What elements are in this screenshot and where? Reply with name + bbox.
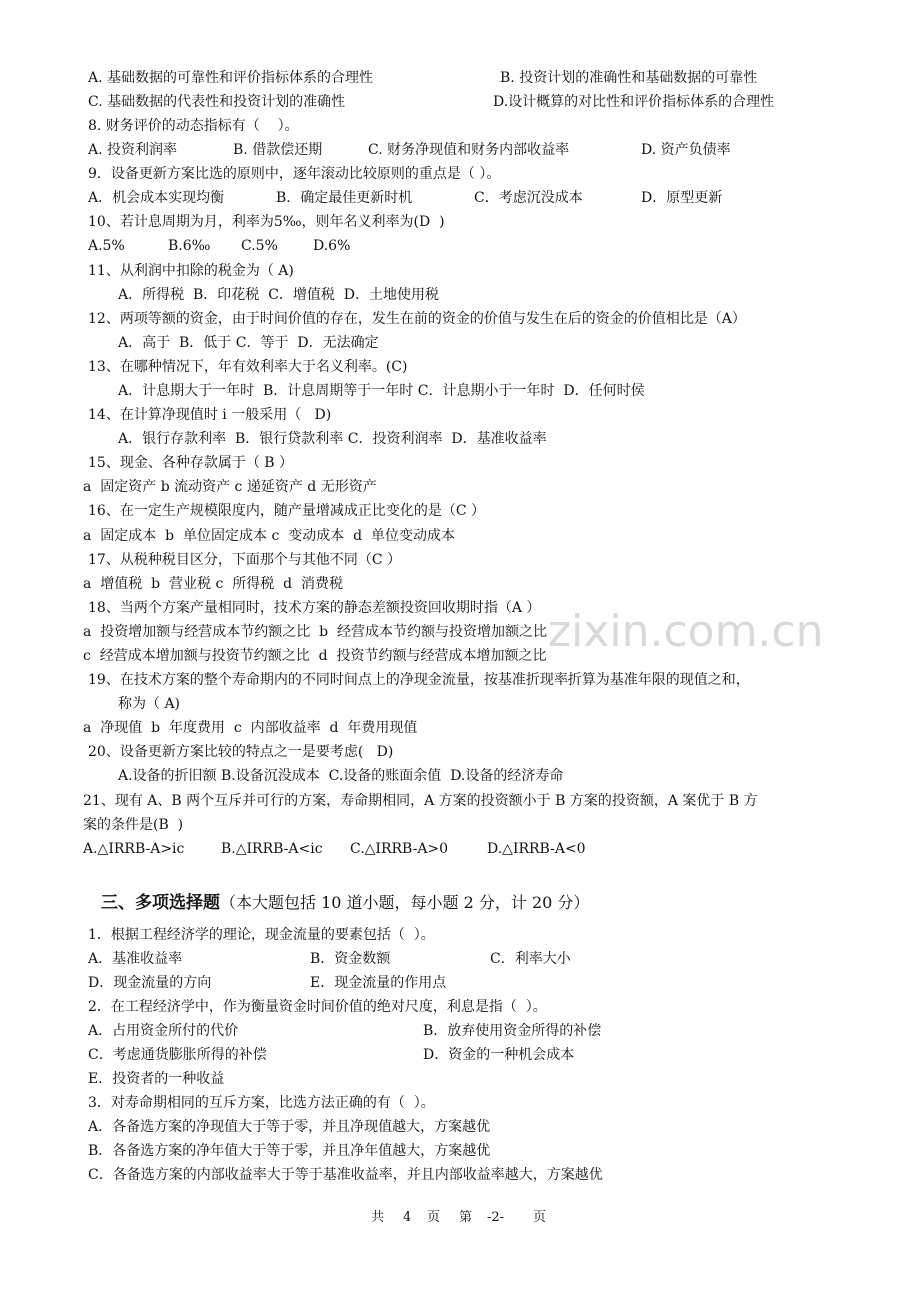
question-text: 19、在技术方案的整个寿命期内的不同时间点上的净现金流量，按基准折现率折算为基准年限的现值之和， [88, 672, 750, 688]
option-line: A．银行存款利率 B．银行贷款利率 C．投资利润率 D．基准收益率 [118, 431, 547, 447]
option-line: A.5% [88, 238, 125, 254]
option-line: A. 投资利润率 [88, 142, 178, 158]
footer-total-pages: 4 [403, 1210, 412, 1225]
option-line: C. 基础数据的代表性和投资计划的准确性 [88, 94, 346, 110]
footer-page-unit: 页 [427, 1210, 441, 1225]
option-line: a 固定成本 b 单位固定成本 c 变动成本 d 单位变动成本 [83, 528, 455, 544]
question-text: 3．对寿命期相同的互斥方案，比选方法正确的有（ ）。 [88, 1095, 435, 1111]
option-line: A．基准收益率 [88, 951, 183, 967]
option-line: C.5% [241, 238, 278, 254]
question-text: 8. 财务评价的动态指标有（ ）。 [88, 118, 299, 134]
option-line: A．高于 B．低于 C．等于 D．无法确定 [118, 335, 379, 351]
option-line: B．放弃使用资金所得的补偿 [423, 1023, 602, 1039]
option-line: a 增值税 b 营业税 c 所得税 d 消费税 [83, 576, 343, 592]
option-line: a 净现值 b 年度费用 c 内部收益率 d 年费用现值 [83, 720, 418, 736]
option-line: E．投资者的一种收益 [88, 1071, 225, 1087]
question-text: 1．根据工程经济学的理论，现金流量的要素包括（ ）。 [88, 927, 435, 943]
option-line: D. 资产负债率 [641, 142, 731, 158]
question-text: 15、现金、各种存款属于（ B ） [88, 455, 294, 471]
question-text: 2．在工程经济学中，作为衡量资金时间价值的绝对尺度，利息是指（ ）。 [88, 999, 547, 1015]
option-line: a 固定资产 b 流动资产 c 递延资产 d 无形资产 [83, 479, 377, 495]
option-line: B. 借款偿还期 [233, 142, 323, 158]
footer-page-unit: 页 [533, 1210, 547, 1225]
option-line: B.△IRRB-A<ic [221, 841, 323, 857]
option-line: D.6% [313, 238, 351, 254]
question-text: 18、当两个方案产量相同时，技术方案的静态差额投资回收期时指（A ） [88, 600, 541, 616]
question-text: 20、设备更新方案比较的特点之一是要考虑( D) [88, 744, 394, 760]
question-text: 21、现有 A、B 两个互斥并可行的方案，寿命期相同，A 方案的投资额小于 B 方案的投资额，A 案优于 B 方 [83, 793, 758, 809]
option-line: A. 基础数据的可靠性和评价指标体系的合理性 [88, 70, 374, 86]
section-heading [101, 891, 589, 915]
option-line: A．计息期大于一年时 B．计息周期等于一年时 C．计息期小于一年时 D．任何时侯 [118, 383, 645, 399]
option-line: D.△IRRB-A<0 [487, 841, 586, 857]
option-line: C．考虑通货膨胀所得的补偿 [88, 1047, 267, 1063]
option-line: B. 投资计划的准确性和基础数据的可靠性 [500, 70, 758, 86]
question-text: 称为（ A) [118, 696, 181, 712]
question-text: 11、从利润中扣除的税金为（ A) [88, 263, 294, 279]
question-text: 12、两项等额的资金，由于时间价值的存在，发生在前的资金的价值与发生在后的资金的价值相比是（A） [88, 311, 746, 327]
watermark: zixin.com.cn [548, 606, 824, 657]
option-line: C．各备选方案的内部收益率大于等于基准收益率，并且内部收益率越大，方案越优 [88, 1167, 603, 1183]
option-line: B．确定最佳更新时机 [276, 190, 413, 206]
question-text: 案的条件是(B ) [83, 817, 184, 833]
option-line: C.△IRRB-A>0 [350, 841, 449, 857]
option-line: A.△IRRB-A>ic [83, 841, 185, 857]
option-line: B.6‰ [168, 238, 211, 254]
option-line: D．资金的一种机会成本 [423, 1047, 575, 1063]
section-heading-note: （本大题包括 10 道小题，每小题 2 分，计 20 分） [220, 893, 590, 912]
question-text: 17、从税种税目区分，下面那个与其他不同（C ） [88, 552, 401, 568]
footer-page-number: -2- [487, 1210, 505, 1225]
option-line: c 经营成本增加额与投资节约额之比 d 投资节约额与经营成本增加额之比 [83, 648, 547, 664]
option-line: B．资金数额 [310, 951, 391, 967]
question-text: 16、在一定生产规模限度内，随产量增减成正比变化的是（C ） [88, 503, 485, 519]
question-text: 14、在计算净现值时 i 一般采用（ D) [88, 407, 332, 423]
footer-total-label: 共 [371, 1210, 385, 1225]
option-line: a 投资增加额与经营成本节约额之比 b 经营成本节约额与投资增加额之比 [83, 624, 548, 640]
question-text: 13、在哪种情况下，年有效利率大于名义利率。(C) [88, 359, 408, 375]
option-line: C．考虑沉没成本 [474, 190, 583, 206]
option-line: C. 财务净现值和财务内部收益率 [368, 142, 570, 158]
section-heading-title: 三、多项选择题 [101, 893, 220, 913]
option-line: D.设计概算的对比性和评价指标体系的合理性 [493, 94, 775, 110]
option-line: A．各备选方案的净现值大于等于零，并且净现值越大，方案越优 [88, 1119, 491, 1135]
option-line: A．机会成本实现均衡 [88, 190, 225, 206]
option-line: D．原型更新 [641, 190, 723, 206]
option-line: D．现金流量的方向 [88, 975, 212, 991]
footer-current-label: 第 [459, 1210, 473, 1225]
option-line: A．占用资金所付的代价 [88, 1023, 239, 1039]
question-text: 9．设备更新方案比选的原则中，逐年滚动比较原则的重点是（ ）。 [88, 166, 501, 182]
option-line: A.设备的折旧额 B.设备沉没成本 C.设备的账面余值 D.设备的经济寿命 [118, 768, 564, 784]
option-line: B．各备选方案的净年值大于等于零，并且净年值越大，方案越优 [88, 1143, 491, 1159]
option-line: E．现金流量的作用点 [310, 975, 447, 991]
question-text: 10、若计息周期为月，利率为5‰，则年名义利率为(D ) [88, 214, 445, 230]
option-line: A．所得税 B．印花税 C．增值税 D．土地使用税 [118, 287, 440, 303]
option-line: C．利率大小 [490, 951, 571, 967]
